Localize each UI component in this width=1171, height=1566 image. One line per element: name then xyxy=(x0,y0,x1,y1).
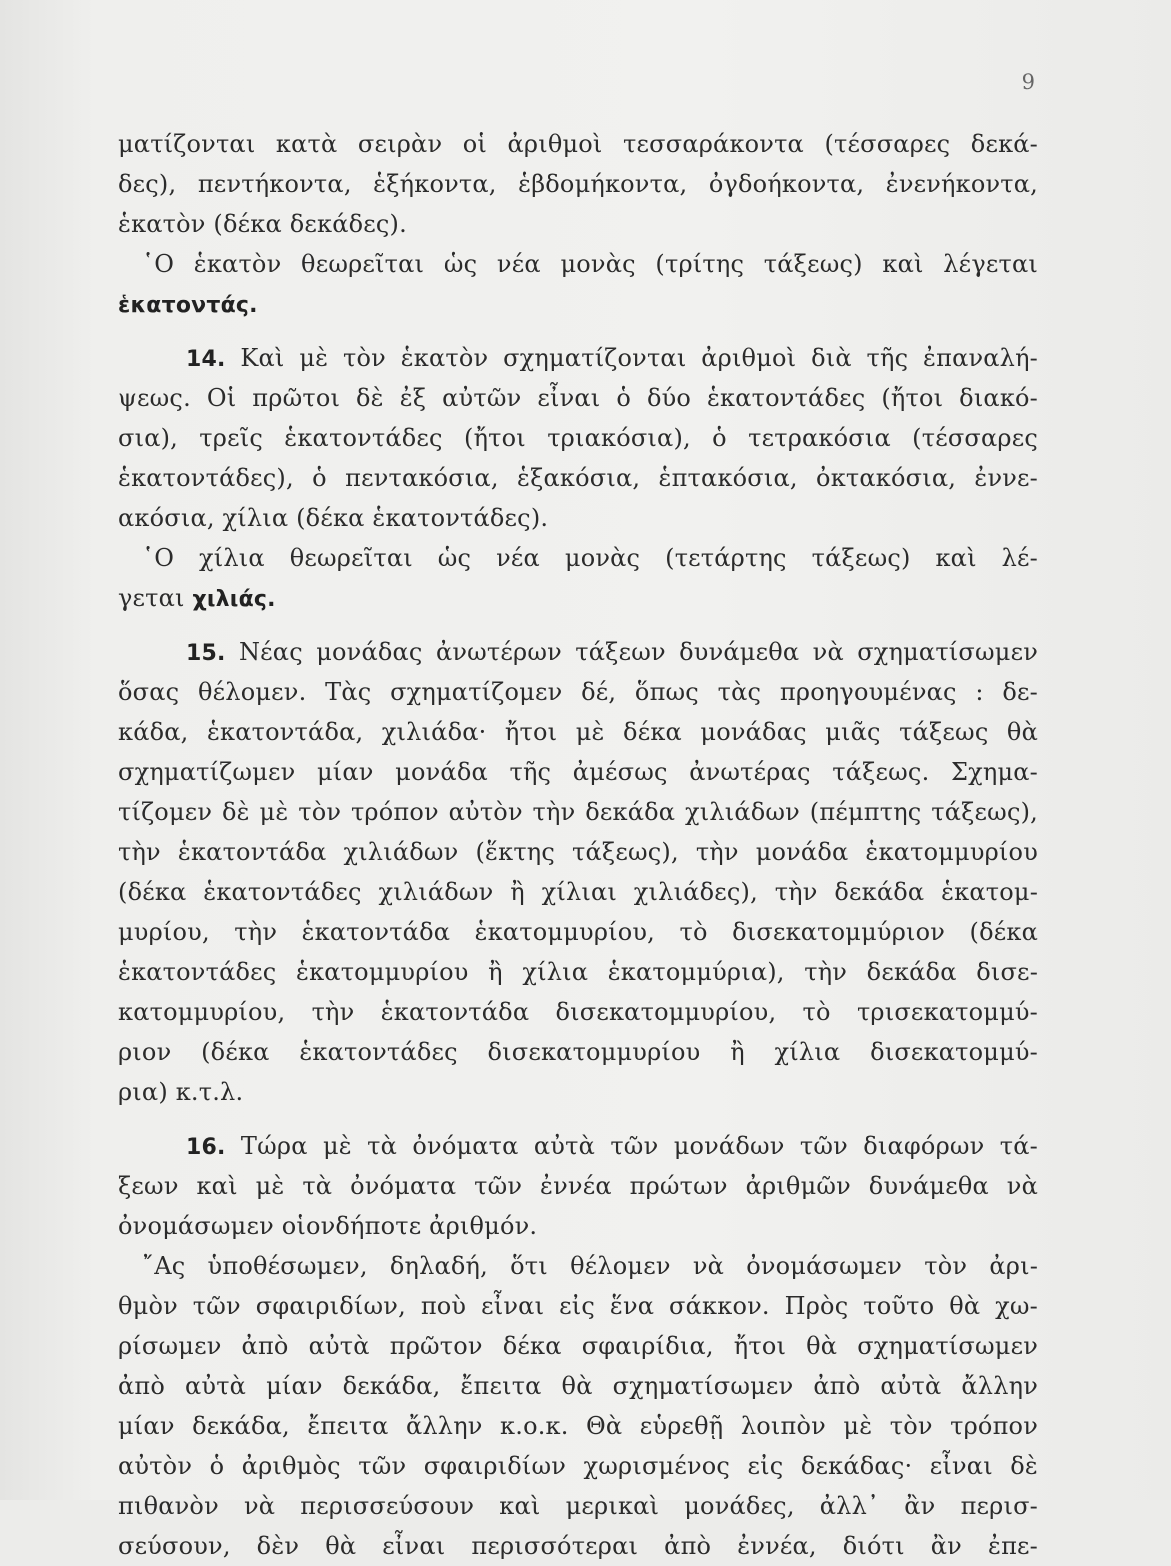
text-line: (δέκα ἑκατοντάδες χιλιάδων ἢ χίλιαι χιλιάδες), τὴν δεκάδα ἑκατομ- xyxy=(118,878,1038,906)
text-line: ῾Ο ἑκατὸν θεωρεῖται ὡς νέα μονὰς (τρίτης τάξεως) καὶ λέγεται xyxy=(142,250,1038,278)
text-line: σια), τρεῖς ἑκατοντάδες (ἤτοι τριακόσια), ὁ τετρακόσια (τέσσαρες xyxy=(118,424,1038,452)
text-line: ῎Ας ὑποθέσωμεν, δηλαδή, ὅτι θέλομεν νὰ ὀνομάσωμεν τὸν ἀρι- xyxy=(142,1252,1038,1280)
text-line: μίαν δεκάδα, ἔπειτα ἄλλην κ.ο.κ. Θὰ εὑρεθῇ λοιπὸν μὲ τὸν τρόπον xyxy=(118,1412,1038,1440)
text-line: ὀνομάσωμεν οἱονδήποτε ἀριθμόν. xyxy=(118,1212,538,1240)
defined-term: χιλιάς. xyxy=(192,587,276,612)
text-line: σεύσουν, δὲν θὰ εἶναι περισσότεραι ἀπὸ ἐννέα, διότι ἂν ἐπε- xyxy=(118,1532,1038,1560)
section-number: 14. xyxy=(186,347,226,372)
text-line: μυρίου, τὴν ἑκατοντάδα ἑκατομμυρίου, τὸ δισεκατομμύριον (δέκα xyxy=(118,918,1038,946)
text-line xyxy=(118,284,1038,324)
text-line: κατομμυρίου, τὴν ἑκατοντάδα δισεκατομμυρίου, τὸ τρισεκατομμύ- xyxy=(118,998,1038,1026)
text-line: κάδα, ἑκατοντάδα, χιλιάδα· ἤτοι μὲ δέκα μονάδας μιᾶς τάξεως θὰ xyxy=(118,718,1038,746)
text-line: ἀπὸ αὐτὰ μίαν δεκάδα, ἔπειτα θὰ σχηματίσωμεν ἀπὸ αὐτὰ ἄλλην xyxy=(118,1372,1038,1400)
text-line: πιθανὸν νὰ περισσεύσουν καὶ μερικαὶ μονάδες, ἀλλ᾽ ἂν περισ- xyxy=(118,1492,1038,1520)
text-line: ματίζονται κατὰ σειρὰν οἱ ἀριθμοὶ τεσσαράκοντα (τέσσαρες δεκά- xyxy=(118,130,1038,158)
text-line: ρίσωμεν ἀπὸ αὐτὰ πρῶτον δέκα σφαιρίδια, ἤτοι θὰ σχηματίσωμεν xyxy=(118,1332,1038,1360)
section-number: 15. xyxy=(186,641,226,666)
text-line: ακόσια, χίλια (δέκα ἑκατοντάδες). xyxy=(118,504,549,532)
section-number: 16. xyxy=(186,1135,226,1160)
text-line: ψεως. Οἱ πρῶτοι δὲ ἐξ αὐτῶν εἶναι ὁ δύο ἑκατοντάδες (ἤτοι διακό- xyxy=(118,384,1038,412)
text-line: τὴν ἑκατοντάδα χιλιάδων (ἕκτης τάξεως), τὴν μονάδα ἑκατομμυρίου xyxy=(118,838,1038,866)
text-line: ἑκατοντάδες), ὁ πεντακόσια, ἑξακόσια, ἑπτακόσια, ὀκτακόσια, ἐννε- xyxy=(118,464,1038,492)
text-line: ξεων καὶ μὲ τὰ ὀνόματα τῶν ἐννέα πρώτων ἀριθμῶν δυνάμεθα νὰ xyxy=(118,1172,1038,1200)
text-line: δες), πεντήκοντα, ἑξήκοντα, ἑβδομήκοντα, ὀγδοήκοντα, ἐνενήκοντα, xyxy=(118,170,1038,198)
text-line: θμὸν τῶν σφαιριδίων, ποὺ εἶναι εἰς ἕνα σάκκον. Πρὸς τοῦτο θὰ χω- xyxy=(118,1292,1038,1320)
text-line: σχηματίζωμεν μίαν μονάδα τῆς ἀμέσως ἀνωτέρας τάξεως. Σχημα- xyxy=(118,758,1038,786)
text-line: ἑκατοντάδες ἑκατομμυρίου ἢ χίλια ἑκατομμύρια), τὴν δεκάδα δισε- xyxy=(118,958,1038,986)
text-line: ῾Ο χίλια θεωρεῖται ὡς νέα μονὰς (τετάρτης τάξεως) καὶ λέ- xyxy=(142,544,1038,572)
defined-term: ἑκατοντάς. xyxy=(118,293,258,318)
section-14-heading-line: 14. Καὶ μὲ τὸν ἑκατὸν σχηματίζονται ἀριθμοὶ διὰ τῆς ἐπαναλή- xyxy=(186,344,1038,372)
page-number: 9 xyxy=(1021,70,1035,94)
text-line: ὅσας θέλομεν. Τὰς σχηματίζομεν δέ, ὅπως τὰς προηγουμένας : δε- xyxy=(118,678,1038,706)
body-text xyxy=(118,124,1038,1566)
text-line: ρια) κ.τ.λ. xyxy=(118,1078,244,1106)
section-15-heading-line: 15. Νέας μονάδας ἀνωτέρων τάξεων δυνάμεθα νὰ σχηματίσωμεν xyxy=(186,638,1038,666)
text-line: αὐτὸν ὁ ἀριθμὸς τῶν σφαιριδίων χωρισμένος εἰς δεκάδας· εἶναι δὲ xyxy=(118,1452,1038,1480)
text-line: τίζομεν δὲ μὲ τὸν τρόπον αὐτὸν τὴν δεκάδα χιλιάδων (πέμπτης τάξεως), xyxy=(118,798,1038,826)
text-line: γεται χιλιάς. xyxy=(118,584,276,612)
text-line: ριον (δέκα ἑκατοντάδες δισεκατομμυρίου ἢ χίλια δισεκατομμύ- xyxy=(118,1038,1038,1066)
text-line: ἑκατὸν (δέκα δεκάδες). xyxy=(118,210,407,238)
section-16-heading-line: 16. Τώρα μὲ τὰ ὀνόματα αὐτὰ τῶν μονάδων τῶν διαφόρων τά- xyxy=(186,1132,1038,1160)
